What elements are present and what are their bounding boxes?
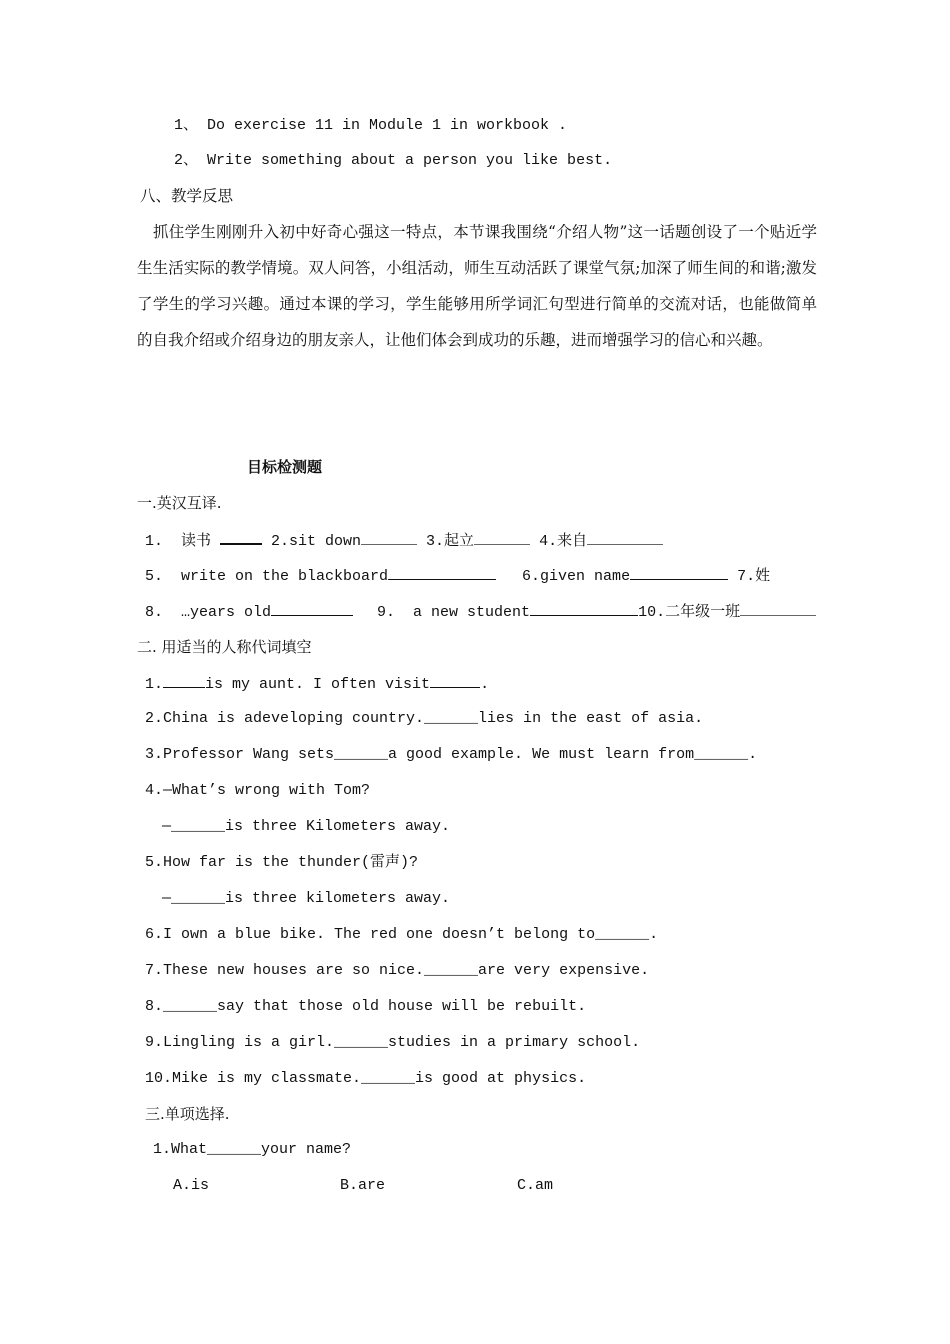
answer-blank[interactable]	[530, 601, 638, 616]
test-title: 目标检测题	[247, 458, 323, 476]
pronoun-question-5-answer: —______is three kilometers away.	[162, 890, 451, 907]
translate-item-3: 3.起立	[417, 533, 475, 550]
choice-option-b[interactable]: B.are	[340, 1177, 386, 1194]
translate-item-10: 10.二年级一班	[638, 604, 741, 621]
question-punct: .	[480, 676, 490, 693]
answer-blank[interactable]	[740, 601, 816, 616]
pronoun-question-1	[145, 673, 489, 695]
pronoun-question-8: 8.______say that those old house will be rebuilt.	[145, 998, 587, 1015]
question-text: is my aunt. I often visit	[205, 676, 431, 693]
translate-item-7: 7.姓	[728, 568, 771, 585]
translate-item-4: 4.来自	[530, 533, 588, 550]
section3-heading: 三.单项选择.	[145, 1105, 230, 1123]
homework-item-2: 2、 Write something about a person you like best.	[174, 152, 613, 169]
translate-item-6: 6.given name	[522, 568, 631, 585]
homework-item-1: 1、 Do exercise 11 in Module 1 in workbook .	[174, 117, 568, 134]
choice-option-a[interactable]: A.is	[173, 1177, 210, 1194]
answer-blank[interactable]	[220, 529, 262, 545]
section1-heading: 一.英汉互译.	[137, 494, 222, 512]
answer-blank[interactable]	[430, 673, 480, 688]
reflection-body: 抓住学生刚刚升入初中好奇心强这一特点，本节课我围绕“介绍人物”这一话题创设了一个贴近学生生活实际的教学情境。双人问答，小组活动，师生互动活跃了课堂气氛;加深了师生间的和谐;激发了学生的学习兴趣。通过本课的学习，学生能够用所学词汇句型进行简单的交流对话，也能做简单的自我介绍或介绍身边的朋友亲人，让他们体会到成功的乐趣，进而增强学习的信心和兴趣。	[137, 223, 817, 349]
translate-item-8: 8. …years old	[145, 604, 272, 621]
translate-item-2: 2.sit down	[262, 533, 362, 550]
answer-blank[interactable]	[271, 601, 353, 616]
question-number: 1.	[145, 676, 164, 693]
choice-question-1: 1.What______your name?	[153, 1141, 352, 1158]
section2-heading: 二. 用适当的人称代词填空	[137, 638, 312, 656]
translate-row-3	[145, 601, 816, 623]
answer-blank[interactable]	[587, 530, 663, 545]
translate-item-9: 9. a new student	[377, 604, 531, 621]
choice-option-c[interactable]: C.am	[517, 1177, 554, 1194]
pronoun-question-3: 3.Professor Wang sets______a good example. We must learn from______.	[145, 746, 758, 763]
pronoun-question-5: 5.How far is the thunder(雷声)?	[145, 854, 419, 871]
pronoun-question-4: 4.—What’s wrong with Tom?	[145, 782, 371, 799]
pronoun-question-6: 6.I own a blue bike. The red one doesn’t belong to______.	[145, 926, 659, 943]
pronoun-question-7: 7.These new houses are so nice.______are very expensive.	[145, 962, 650, 979]
translate-row-1	[145, 529, 663, 552]
translate-row-2	[145, 565, 770, 587]
answer-blank[interactable]	[163, 673, 205, 688]
answer-blank[interactable]	[474, 530, 530, 545]
answer-blank[interactable]	[388, 565, 496, 580]
translate-item-5: 5. write on the blackboard	[145, 568, 389, 585]
pronoun-question-10: 10.Mike is my classmate.______is good at physics.	[145, 1070, 587, 1087]
answer-blank[interactable]	[630, 565, 728, 580]
reflection-heading: 八、教学反思	[140, 187, 234, 205]
translate-item-1: 1. 读书	[145, 533, 221, 550]
pronoun-question-4-answer: —______is three Kilometers away.	[162, 818, 451, 835]
pronoun-question-2: 2.China is adeveloping country.______lies in the east of asia.	[145, 710, 704, 727]
pronoun-question-9: 9.Lingling is a girl.______studies in a primary school.	[145, 1034, 641, 1051]
answer-blank[interactable]	[361, 530, 417, 545]
